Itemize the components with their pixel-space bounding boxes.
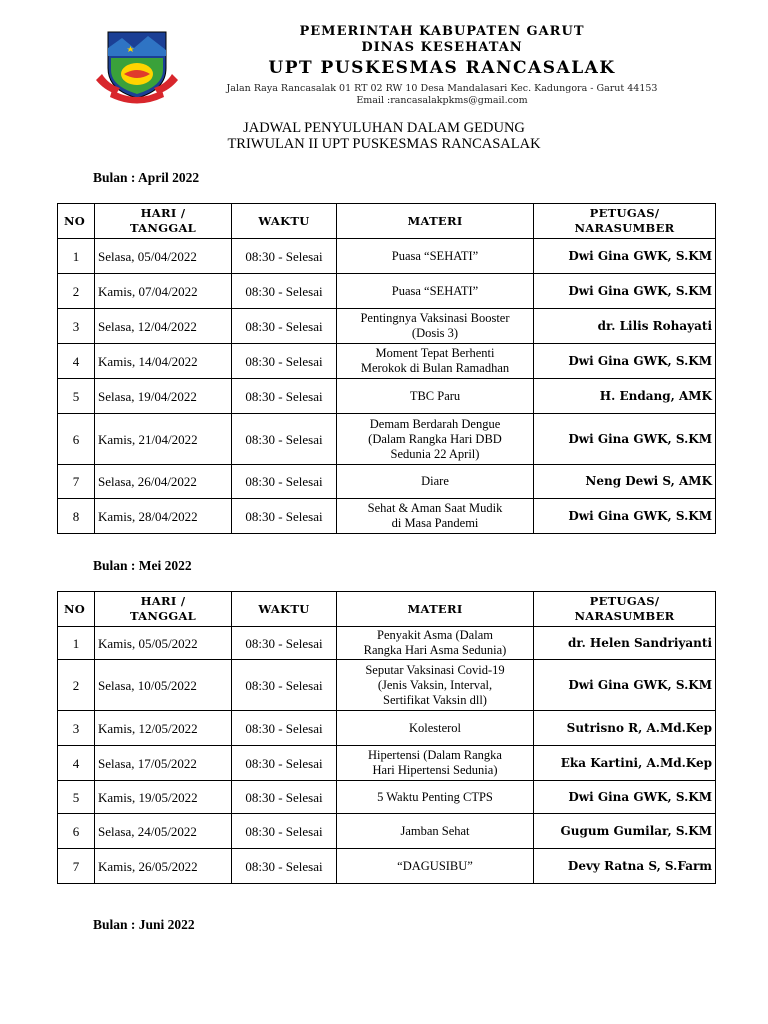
row-day-date: Selasa, 17/05/2022 <box>95 746 232 781</box>
table-row <box>58 309 716 344</box>
row-material: Puasa “SEHATI” <box>337 239 534 274</box>
table-row <box>58 660 716 711</box>
table-row <box>58 781 716 814</box>
row-material: Kolesterol <box>337 711 534 746</box>
col-officer-header: PETUGAS/ NARASUMBER <box>534 592 716 627</box>
row-officer: Dwi Gina GWK, S.KM <box>534 274 716 309</box>
row-material: Penyakit Asma (Dalam Rangka Hari Asma Sedunia) <box>337 627 534 660</box>
row-number: 4 <box>58 746 95 781</box>
col-day-date-header: HARI / TANGGAL <box>95 592 232 627</box>
institution-name: UPT PUSKESMAS RANCASALAK <box>268 58 616 78</box>
row-time: 08:30 - Selesai <box>232 711 337 746</box>
row-officer: Dwi Gina GWK, S.KM <box>534 344 716 379</box>
row-day-date: Kamis, 21/04/2022 <box>95 414 232 465</box>
table-row <box>58 344 716 379</box>
col-day-date-header: HARI / TANGGAL <box>95 204 232 239</box>
institution-address: Jalan Raya Rancasalak 01 RT 02 RW 10 Desa Mandalasari Kec. Kadungora - Garut 44153 Email :rancasalakpkms@gmail.com <box>226 83 658 106</box>
title-line-2: TRIWULAN II UPT PUSKESMAS RANCASALAK <box>227 136 541 152</box>
row-number: 6 <box>58 814 95 849</box>
col-no-header: NO <box>58 204 95 239</box>
row-material: Moment Tepat Berhenti Merokok di Bulan Ramadhan <box>337 344 534 379</box>
row-number: 8 <box>58 499 95 534</box>
row-number: 5 <box>58 379 95 414</box>
row-time: 08:30 - Selesai <box>232 379 337 414</box>
row-time: 08:30 - Selesai <box>232 627 337 660</box>
row-material: Hipertensi (Dalam Rangka Hari Hipertensi Sedunia) <box>337 746 534 781</box>
row-material: Diare <box>337 465 534 499</box>
row-number: 4 <box>58 344 95 379</box>
row-officer: Sutrisno R, A.Md.Kep <box>534 711 716 746</box>
row-day-date: Selasa, 24/05/2022 <box>95 814 232 849</box>
row-number: 2 <box>58 660 95 711</box>
row-time: 08:30 - Selesai <box>232 344 337 379</box>
row-material: 5 Waktu Penting CTPS <box>337 781 534 814</box>
row-number: 7 <box>58 849 95 884</box>
schedule-table-april <box>57 203 716 534</box>
row-officer: H. Endang, AMK <box>534 379 716 414</box>
row-material: Pentingnya Vaksinasi Booster (Dosis 3) <box>337 309 534 344</box>
letterhead <box>212 24 672 107</box>
row-number: 3 <box>58 309 95 344</box>
col-no-header: NO <box>58 592 95 627</box>
month-label-april: Bulan : April 2022 <box>93 170 200 185</box>
month-label-mei: Bulan : Mei 2022 <box>93 558 192 573</box>
row-time: 08:30 - Selesai <box>232 239 337 274</box>
row-officer: dr. Helen Sandriyanti <box>534 627 716 660</box>
row-time: 08:30 - Selesai <box>232 746 337 781</box>
row-time: 08:30 - Selesai <box>232 414 337 465</box>
row-day-date: Selasa, 10/05/2022 <box>95 660 232 711</box>
row-time: 08:30 - Selesai <box>232 849 337 884</box>
row-officer: Dwi Gina GWK, S.KM <box>534 781 716 814</box>
row-number: 2 <box>58 274 95 309</box>
row-time: 08:30 - Selesai <box>232 309 337 344</box>
row-day-date: Kamis, 26/05/2022 <box>95 849 232 884</box>
row-officer: Dwi Gina GWK, S.KM <box>534 499 716 534</box>
table-row <box>58 239 716 274</box>
row-day-date: Selasa, 05/04/2022 <box>95 239 232 274</box>
month-label-juni: Bulan : Juni 2022 <box>93 917 195 932</box>
row-officer: Dwi Gina GWK, S.KM <box>534 239 716 274</box>
row-material: Jamban Sehat <box>337 814 534 849</box>
row-officer: Gugum Gumilar, S.KM <box>534 814 716 849</box>
row-day-date: Selasa, 19/04/2022 <box>95 379 232 414</box>
row-day-date: Kamis, 28/04/2022 <box>95 499 232 534</box>
col-officer-header: PETUGAS/ NARASUMBER <box>534 204 716 239</box>
title-line-1: JADWAL PENYULUHAN DALAM GEDUNG <box>243 120 525 136</box>
row-number: 6 <box>58 414 95 465</box>
row-material: Seputar Vaksinasi Covid-19 (Jenis Vaksin, Interval, Sertifikat Vaksin dll) <box>337 660 534 711</box>
schedule-table-mei <box>57 591 716 884</box>
row-day-date: Kamis, 07/04/2022 <box>95 274 232 309</box>
table-row <box>58 499 716 534</box>
table-header-row <box>58 592 716 627</box>
row-time: 08:30 - Selesai <box>232 499 337 534</box>
table-row <box>58 379 716 414</box>
document-title <box>0 120 768 152</box>
row-day-date: Kamis, 14/04/2022 <box>95 344 232 379</box>
row-day-date: Kamis, 12/05/2022 <box>95 711 232 746</box>
col-material-header: MATERI <box>337 204 534 239</box>
row-officer: Dwi Gina GWK, S.KM <box>534 660 716 711</box>
row-material: TBC Paru <box>337 379 534 414</box>
row-time: 08:30 - Selesai <box>232 781 337 814</box>
row-number: 1 <box>58 239 95 274</box>
row-time: 08:30 - Selesai <box>232 814 337 849</box>
col-time-header: WAKTU <box>232 592 337 627</box>
table-row <box>58 711 716 746</box>
row-time: 08:30 - Selesai <box>232 274 337 309</box>
row-material: “DAGUSIBU” <box>337 849 534 884</box>
table-row <box>58 746 716 781</box>
row-day-date: Selasa, 26/04/2022 <box>95 465 232 499</box>
table-row <box>58 414 716 465</box>
table-row <box>58 465 716 499</box>
row-day-date: Selasa, 12/04/2022 <box>95 309 232 344</box>
table-row <box>58 627 716 660</box>
col-time-header: WAKTU <box>232 204 337 239</box>
row-time: 08:30 - Selesai <box>232 465 337 499</box>
row-number: 3 <box>58 711 95 746</box>
agency-name: DINAS KESEHATAN <box>361 40 523 55</box>
row-number: 7 <box>58 465 95 499</box>
government-name: PEMERINTAH KABUPATEN GARUT <box>299 24 585 39</box>
table-row <box>58 849 716 884</box>
table-row <box>58 274 716 309</box>
row-officer: Dwi Gina GWK, S.KM <box>534 414 716 465</box>
table-row <box>58 814 716 849</box>
row-day-date: Kamis, 05/05/2022 <box>95 627 232 660</box>
col-material-header: MATERI <box>337 592 534 627</box>
row-material: Puasa “SEHATI” <box>337 274 534 309</box>
row-material: Sehat & Aman Saat Mudik di Masa Pandemi <box>337 499 534 534</box>
row-officer: Devy Ratna S, S.Farm <box>534 849 716 884</box>
row-number: 5 <box>58 781 95 814</box>
garut-emblem-logo <box>94 24 180 104</box>
table-header-row <box>58 204 716 239</box>
row-material: Demam Berdarah Dengue (Dalam Rangka Hari DBD Sedunia 22 April) <box>337 414 534 465</box>
row-officer: Neng Dewi S, AMK <box>534 465 716 499</box>
row-day-date: Kamis, 19/05/2022 <box>95 781 232 814</box>
row-officer: dr. Lilis Rohayati <box>534 309 716 344</box>
row-number: 1 <box>58 627 95 660</box>
row-officer: Eka Kartini, A.Md.Kep <box>534 746 716 781</box>
row-time: 08:30 - Selesai <box>232 660 337 711</box>
